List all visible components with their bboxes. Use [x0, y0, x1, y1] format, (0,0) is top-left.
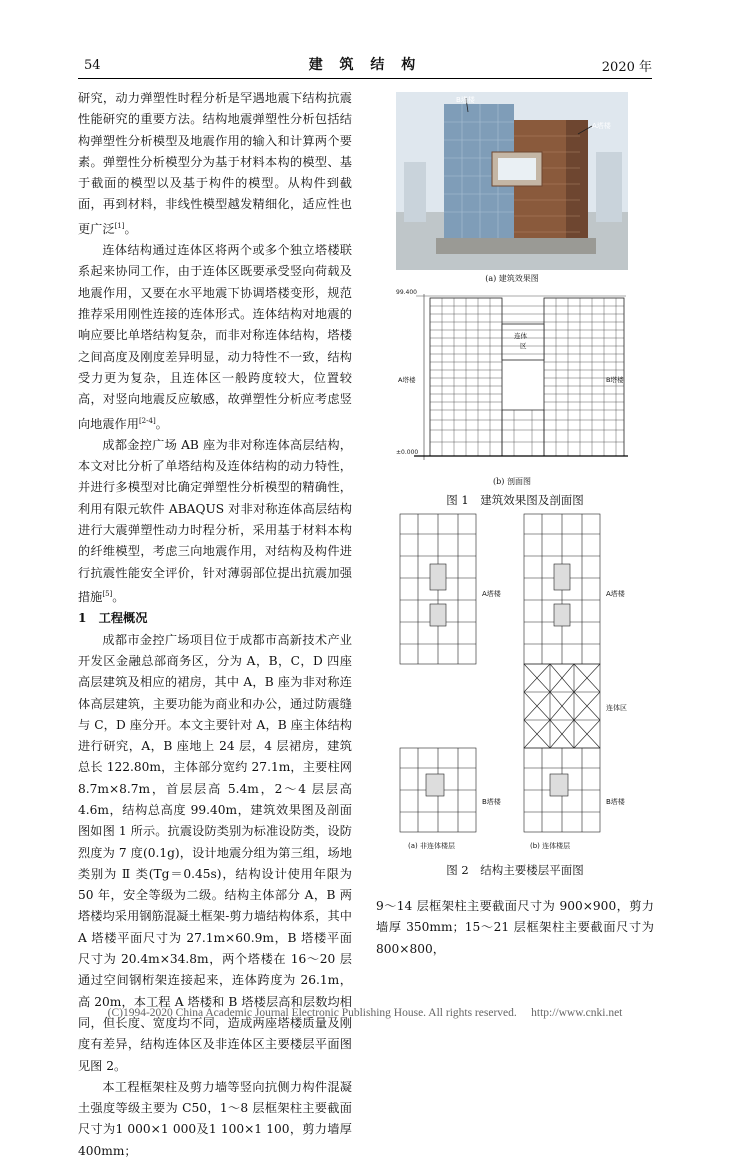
copyright-footer: (C)1994-2020 China Academic Journal Electronic Publishing House. All rights reserved. http://www.cnki.net	[107, 1007, 623, 1019]
plan-label-a-right: A塔楼	[606, 590, 625, 598]
subcaption: (b) 剖面图	[493, 477, 531, 486]
section-label-b: B塔楼	[606, 376, 624, 384]
paragraph	[78, 240, 352, 435]
right-column-text	[376, 896, 654, 960]
citation: [1]	[114, 221, 125, 230]
figure-caption: 图 1 建筑效果图及剖面图	[446, 493, 584, 507]
paragraph: 成都市金控广场项目位于成都市高新技术产业开发区金融总部商务区，分为 A，B，C，D 四座高层建筑及相应的裙房，其中 A，B 座为非对称连体高层建筑，主要功能为商业和办公，通过防震缝与 C，D 座分开。本文主要针对 A，B 座主体结构进行研究，A，B 座地上 24 层，4 层裙房，建筑总长 122.80m，主体部分宽约 27.1m，主要柱网 8.7m×8.7m，首层层高 5.4m，2～4 层层高 4.6m，结构总高度 99.40m，建筑效果图及剖面图如图 1 所示。抗震设防类别为标准设防类，设防烈度为 7 度(0.1g)，设计地震分组为第三组，场地类别为 Ⅱ 类(Tg＝0.45s)，结构设计使用年限为 50 年，安全等级为二级。结构主体部分 A，B 两塔楼均采用钢筋混凝土框架-剪力墙结构体系，其中 A 塔楼平面尺寸为 27.1m×60.9m，B 塔楼平面尺寸为 20.4m×34.8m，两个塔楼在 16～20 层通过空间钢桁架连接起来，连体跨度为 26.1m，高 20m，本工程 A 塔楼和 B 塔楼层高和层数均相同，但长度、宽度均不同，造成两座塔楼质量及刚度有差异，结构连体区及非连体区主要楼层平面图见图 2。	[78, 632, 352, 1073]
section-label-link-2: 区	[520, 342, 527, 350]
punct: 。	[155, 416, 168, 431]
punct: 。	[124, 221, 137, 236]
building-rendering	[396, 92, 628, 270]
citation: [2-4]	[138, 416, 156, 425]
figure-caption: 图 2 结构主要楼层平面图	[446, 863, 584, 877]
floor-plans	[396, 512, 654, 852]
plan-subcaption-b: (b) 连体楼层	[530, 842, 571, 850]
elevation-bottom: ±0.000	[396, 449, 419, 456]
citation: [5]	[102, 589, 113, 598]
paragraph-text: 连体结构通过连体区将两个或多个独立塔楼联系起来协同工作，由于连体区既要承受竖向荷载及地震作用，又要在水平地震下协调塔楼变形，规范推荐采用刚性连接的连体形式。连体结构对地震的响应要比单塔结构复杂，而非对称连体结构，塔楼之间高度及刚度差异明显，动力特性不一致，结构受力更为复杂，且连体区一般跨度较大，位置较高，对竖向地震反应敏感，故弹塑性分析应考虑竖向地震作用	[78, 243, 352, 431]
render-label-b: B塔楼	[456, 96, 475, 104]
elevation-top: 99.400	[396, 289, 417, 296]
section-heading: 1 工程概况	[78, 611, 148, 626]
plan-label-b-left: B塔楼	[482, 798, 501, 806]
header-rule	[78, 78, 652, 79]
punct: 。	[112, 590, 125, 605]
section-drawing	[394, 286, 634, 476]
plan-label-b-right: B塔楼	[606, 798, 625, 806]
running-header	[78, 52, 652, 74]
page-number: 54	[84, 58, 101, 73]
paragraph-text: 成都金控广场 AB 座为非对称连体高层结构，本文对比分析了单塔结构及连体结构的动力特性，并进行多模型对比确定弹塑性分析模型的精确性，利用有限元软件 ABAQUS 对非对称连体高层结构进行大震弹塑性动力时程分析，采用基于材料本构的纤维模型，考虑三向地震作用，对结构及构件进行抗震性能安全评价，针对薄弱部位提出抗震加强措施	[78, 437, 352, 605]
subcaption: (a) 建筑效果图	[485, 274, 539, 283]
year: 2020 年	[601, 60, 652, 75]
paragraph	[78, 435, 352, 608]
section-label-link: 连体	[514, 332, 527, 340]
paragraph-text: 研究，动力弹塑性时程分析是罕遇地震下结构抗震性能研究的重要方法。结构地震弹塑性分析包括结构弹塑性分析模型及地震作用的输入和计算两个要素。弹塑性分析模型分为基于材料本构的模型、基于截面的模型以及基于构件的模型。从构件到截面，再到材料，非线性模型越发精细化，适应性也更广泛	[78, 91, 352, 236]
plan-label-link: 连体区	[606, 704, 627, 712]
paragraph: 9～14 层框架柱主要截面尺寸为 900×900，剪力墙厚 350mm；15～21 层框架柱主要截面尺寸为 800×800，	[376, 899, 654, 956]
plan-label-a-left: A塔楼	[482, 590, 501, 598]
paragraph	[78, 88, 352, 240]
paragraph: 本工程框架柱及剪力墙等竖向抗侧力构件混凝土强度等级主要为 C50，1～8 层框架柱主要截面尺寸为1 000×1 000及1 100×1 100，剪力墙厚 400mm；	[78, 1079, 352, 1158]
plan-subcaption-a: (a) 非连体楼层	[408, 842, 455, 850]
section-label-a: A塔楼	[398, 376, 416, 384]
journal-title: 建 筑 结 构	[308, 57, 422, 73]
left-column	[78, 88, 352, 1162]
render-label-a: A塔楼	[592, 122, 611, 130]
